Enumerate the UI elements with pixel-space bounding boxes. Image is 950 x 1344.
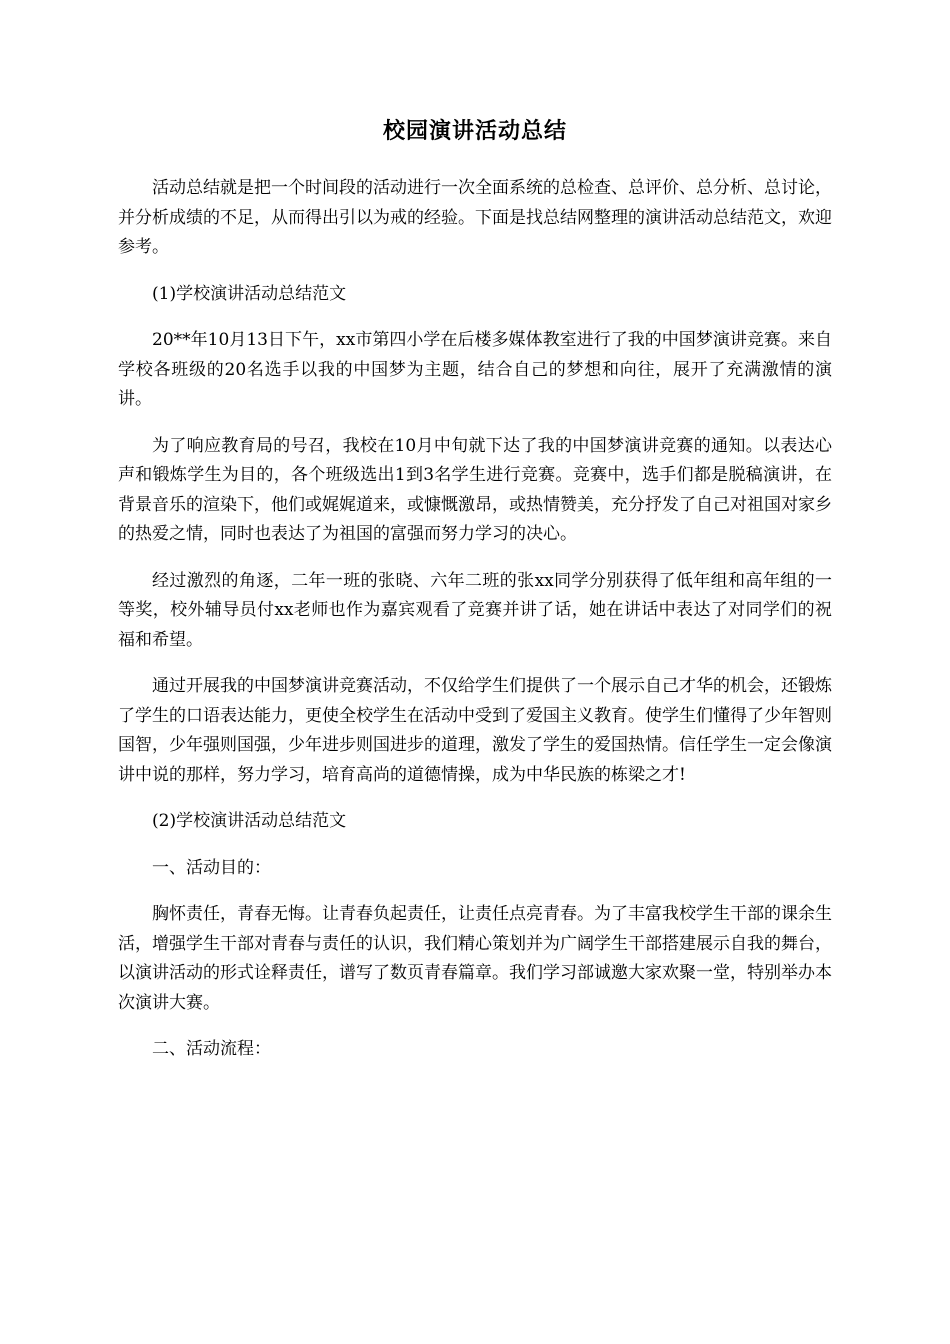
subheading-activity-purpose: 一、活动目的：: [152, 857, 271, 878]
document-title: 校园演讲活动总结: [382, 118, 567, 144]
body-paragraph: 胸怀责任，青春无悔。让青春负起责任，让责任点亮青春。为了丰富我校学生干部的课余生活，增强学生干部对青春与责任的认识，我们精心策划并为广阔学生干部搭建展示自我的舞台，以演讲活动的形式诠释责任，谱写了数页青春篇章。我们学习部诚邀大家欢聚一堂，特别举办本次演讲大赛。: [118, 904, 832, 1013]
body-paragraph: 经过激烈的角逐，二年一班的张晓、六年二班的张xx同学分别获得了低年组和高年组的一等奖，校外辅导员付xx老师也作为嘉宾观看了竞赛并讲了话，她在讲话中表达了对同学们的祝福和希望。: [118, 570, 832, 650]
section-heading-2: (2)学校演讲活动总结范文: [152, 811, 347, 831]
intro-paragraph: 活动总结就是把一个时间段的活动进行一次全面系统的总检查、总评价、总分析、总讨论，并分析成绩的不足，从而得出引以为戒的经验。下面是找总结网整理的演讲活动总结范文，欢迎参考。: [118, 178, 832, 257]
body-paragraph: 20**年10月13日下午，xx市第四小学在后楼多媒体教室进行了我的中国梦演讲竞赛。来自学校各班级的20名选手以我的中国梦为主题，结合自己的梦想和向往，展开了充满激情的演讲。: [118, 330, 832, 409]
body-paragraph: 为了响应教育局的号召，我校在10月中旬就下达了我的中国梦演讲竞赛的通知。以表达心声和锻炼学生为目的，各个班级选出1到3名学生进行竞赛。竞赛中，选手们都是脱稿演讲，在背景音乐的渲染下，他们或娓娓道来，或慷慨激昂，或热情赞美，充分抒发了自己对祖国对家乡的热爱之情，同时也表达了为祖国的富强而努力学习的决心。: [118, 435, 832, 544]
section-heading-1: (1)学校演讲活动总结范文: [152, 283, 347, 304]
body-paragraph: 通过开展我的中国梦演讲竞赛活动，不仅给学生们提供了一个展示自己才华的机会，还锻炼了学生的口语表达能力，更使全校学生在活动中受到了爱国主义教育。使学生们懂得了少年智则国智，少年强则国强，少年进步则国进步的道理，激发了学生的爱国热情。信任学生一定会像演讲中说的那样，努力学习，培育高尚的道德情操，成为中华民族的栋梁之才!: [118, 676, 832, 785]
subheading-activity-process: 二、活动流程：: [152, 1039, 271, 1059]
